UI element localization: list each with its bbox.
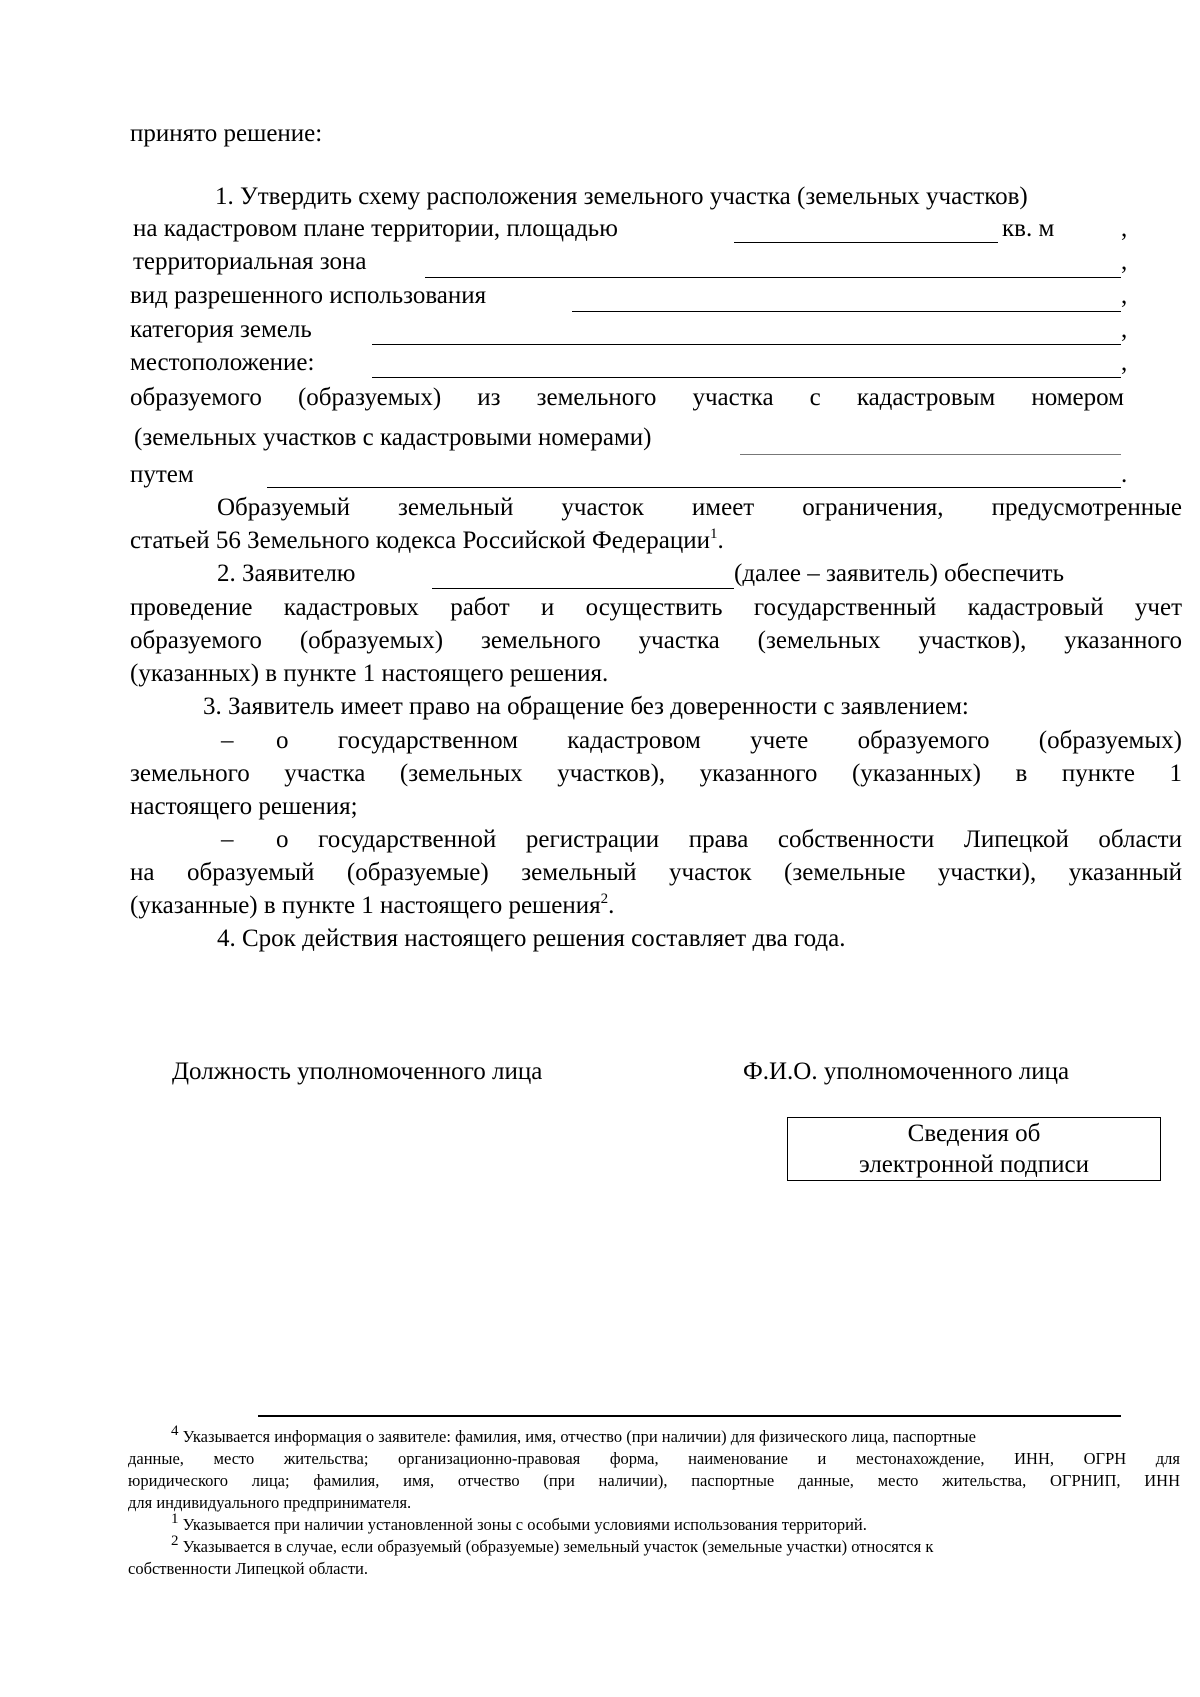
- method-label: путем: [130, 461, 194, 488]
- use-blank: [572, 311, 1121, 312]
- method-period: .: [1121, 461, 1128, 488]
- source-line: образуемого (образуемых) из земельного участка с кадастровым номером: [130, 384, 1124, 411]
- footnote-separator: [258, 1415, 1121, 1417]
- item2-line3: образуемого (образуемых) земельного участка (земельных участков), указанного: [130, 627, 1182, 654]
- item2-after-blank: (далее – заявитель) обеспечить: [734, 560, 1064, 587]
- bullet1-line3: настоящего решения;: [130, 793, 358, 820]
- bullet1-line2: земельного участка (земельных участков), указанного (указанных) в пункте 1: [130, 760, 1182, 787]
- bullet1-dash: –: [221, 727, 234, 754]
- signatory-position: Должность уполномоченного лица: [172, 1058, 543, 1085]
- category-comma: ,: [1121, 316, 1128, 343]
- method-blank: [267, 487, 1121, 488]
- item2-label: 2. Заявителю: [217, 560, 356, 587]
- location-blank: [372, 377, 1121, 378]
- decision-intro: принято решение:: [130, 120, 323, 147]
- bullet2-line2: на образуемый (образуемые) земельный участок (земельные участки), указанный: [130, 859, 1182, 886]
- bullet2-dash: –: [221, 826, 234, 853]
- numbers-blank: [740, 454, 1121, 455]
- footnote-4-line2: данные, место жительства; организационно-правовая форма, наименование и местонахождение, ИНН, ОГРН для: [128, 1449, 1180, 1468]
- item3-heading: 3. Заявитель имеет право на обращение без доверенности с заявлением:: [203, 693, 969, 720]
- numbers-label: (земельных участков с кадастровыми номерами): [134, 424, 652, 451]
- e-signature-line2: электронной подписи: [859, 1151, 1089, 1178]
- zone-blank: [425, 277, 1121, 278]
- area-unit: кв. м: [1002, 215, 1055, 242]
- footnote-4-line4: для индивидуального предпринимателя.: [128, 1493, 412, 1512]
- footnote-1: $^1$ Указывается при наличии установленной зоны с особыми условиями использования территорий.: [171, 1510, 867, 1534]
- use-comma: ,: [1121, 282, 1128, 309]
- footnote-ref-2: 2: [600, 890, 609, 907]
- item1-heading: 1. Утвердить схему расположения земельного участка (земельных участков): [215, 183, 1028, 210]
- e-signature-box: [787, 1117, 1161, 1181]
- use-label: вид разрешенного использования: [130, 282, 487, 309]
- zone-label: территориальная зона: [133, 248, 367, 275]
- area-blank: [734, 242, 998, 243]
- area-comma: ,: [1121, 215, 1128, 242]
- category-label: категория земель: [130, 316, 312, 343]
- footnote-4-line1: $^4$ Указывается информация о заявителе: фамилия, имя, отчество (при наличии) для физического лица, паспортные: [171, 1422, 976, 1446]
- location-label: местоположение:: [130, 349, 315, 376]
- e-signature-line1: Сведения об: [907, 1120, 1041, 1147]
- area-label: на кадастровом плане территории, площадью: [133, 215, 618, 242]
- footnote-4-mark: 4: [171, 1422, 179, 1439]
- footnote-2-line2: собственности Липецкой области.: [128, 1559, 368, 1578]
- item4: 4. Срок действия настоящего решения составляет два года.: [217, 925, 846, 952]
- restriction-line1: Образуемый земельный участок имеет ограничения, предусмотренные: [217, 494, 1182, 521]
- footnote-2-line1: $^2$ Указывается в случае, если образуемый (образуемые) земельный участок (земельные участки) относятся к: [171, 1532, 934, 1556]
- footnote-4-line3: юридического лица; фамилия, имя, отчество (при наличии), паспортные данные, место жительства, ОГРНИП, ИНН: [128, 1471, 1180, 1490]
- bullet2-line3: (указанные) в пункте 1 настоящего решения$^2$.: [130, 890, 615, 919]
- zone-comma: ,: [1121, 248, 1128, 275]
- restriction-line2: статьей 56 Земельного кодекса Российской Федерации$^1$.: [130, 525, 724, 554]
- bullet2-line1: о государственной регистрации права собственности Липецкой области: [276, 826, 1182, 853]
- footnote-1-mark: 1: [171, 1510, 179, 1527]
- location-comma: ,: [1121, 349, 1128, 376]
- footnote-2-mark: 2: [171, 1532, 179, 1549]
- item2-line4: (указанных) в пункте 1 настоящего решения.: [130, 660, 609, 687]
- bullet1-line1: о государственном кадастровом учете образуемого (образуемых): [276, 727, 1182, 754]
- category-blank: [372, 344, 1121, 345]
- applicant-blank: [432, 588, 734, 589]
- footnote-ref-1: 1: [710, 525, 718, 542]
- signatory-name: Ф.И.О. уполномоченного лица: [743, 1058, 1070, 1085]
- item2-line2: проведение кадастровых работ и осуществить государственный кадастровый учет: [130, 594, 1182, 621]
